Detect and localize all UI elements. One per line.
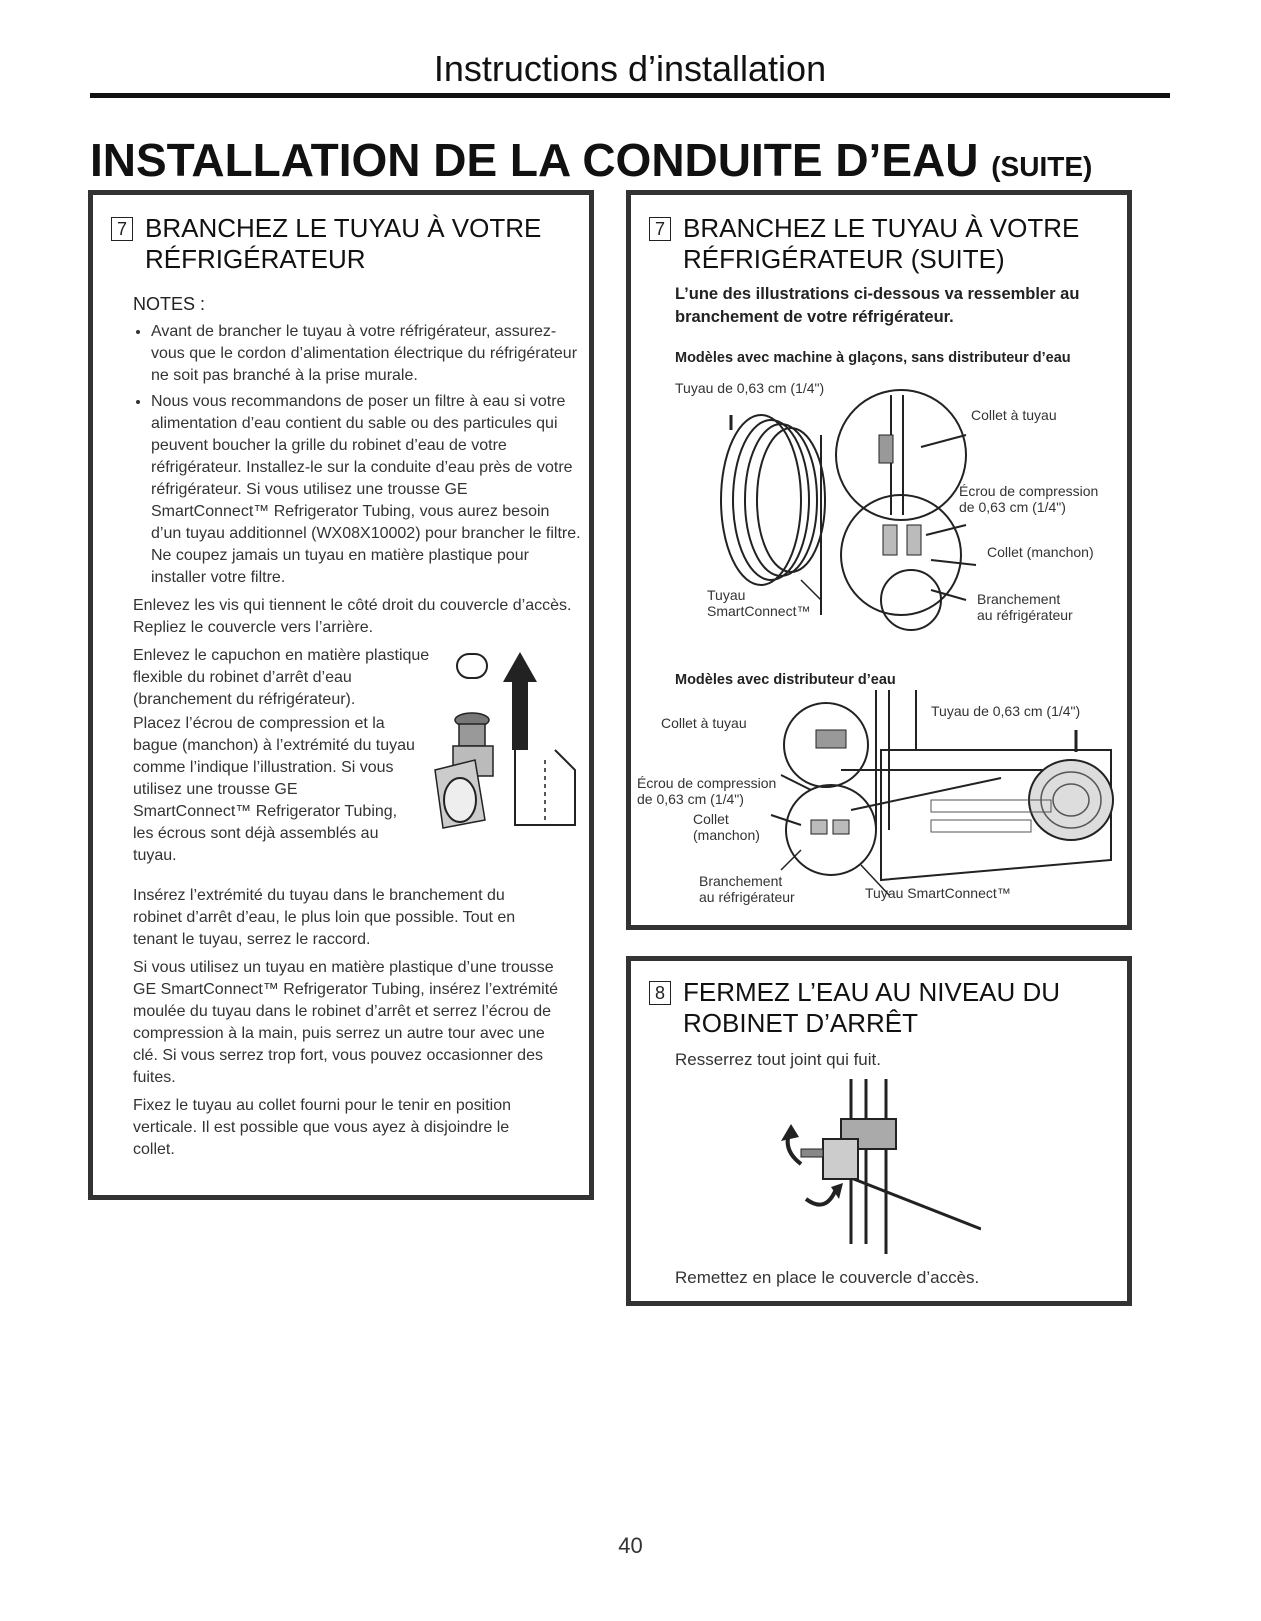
fig1-label-conn-line2: au réfrigérateur	[977, 607, 1073, 623]
section-title	[90, 133, 1092, 187]
fig1-label-conn-line1: Branchement	[977, 591, 1061, 607]
shutoff-valve-tighten-illustration	[781, 1079, 981, 1259]
fig2-label-nut-line1: Écrou de compression	[637, 775, 777, 791]
figure-heading: Modèles avec machine à glaçons, sans distributeur d’eau	[675, 350, 1071, 366]
instruction-paragraph: Enlevez les vis qui tiennent le côté droit du couvercle d’accès. Repliez le couvercle vers l’arrière.	[133, 597, 572, 636]
step-number-badge: 7	[111, 217, 133, 241]
fig2-label-sleeve-line2: (manchon)	[693, 827, 760, 843]
figure-heading: Modèles avec distributeur d’eau	[675, 672, 896, 688]
shutoff-valve-illustration	[425, 650, 585, 850]
page-header: Instructions d’installation	[433, 48, 827, 89]
fig2-label-smart: Tuyau SmartConnect™	[865, 885, 1011, 901]
right-step-header	[649, 213, 1079, 275]
fig1-label-smart-line2: SmartConnect™	[707, 603, 811, 619]
step-title-line1: FERMEZ L’EAU AU NIVEAU DU	[683, 977, 1061, 1007]
header-rule	[90, 93, 1170, 98]
left-paragraph-5: Si vous utilisez un tuyau en matière plastique d’une trousse GE SmartConnect™ Refrigerator Tubing, insérez l’extrémité moulée du tuyau dans le robinet d’arrêt et serrez l’écrou de compression à la main, puis serrez un autre tour avec une clé. Si vous serrez trop fort, vous pouvez occasionner des fuites.	[133, 959, 559, 1086]
fig1-label-smart-line1: Tuyau	[707, 587, 746, 603]
step-title-line1: BRANCHEZ LE TUYAU À VOTRE	[145, 213, 542, 243]
note-item: • Nous vous recommandons de poser un filtre à eau si votre alimentation d’eau contient du sable ou des particules qui peuvent boucher la grille du robinet d’eau de votre réfrigérateur. Installez-le sur la conduite d’eau près de votre réfrigérateur. Si vous utilisez une trousse GE SmartConnect™ Refrigerator Tubing, vous aurez besoin d’un tuyau additionnel (WX08X10002) pour brancher le filtre. Ne coupez jamais un tuyau en matière plastique pour installer votre filtre.	[151, 391, 583, 589]
intro-note: L’une des illustrations ci-dessous va ressembler au branchement de votre réfrigérateur.	[675, 285, 1080, 326]
fig1-label-nut-line1: Écrou de compression	[959, 483, 1099, 499]
fig2-label-conn-line2: au réfrigérateur	[699, 889, 795, 905]
step-title-line2: RÉFRIGÉRATEUR (SUITE)	[683, 244, 1005, 274]
right-step-box	[626, 190, 1132, 930]
replace-cover-text: Remettez en place le couvercle d’accès.	[675, 1268, 980, 1287]
left-paragraph-6: Fixez le tuyau au collet fourni pour le tenir en position verticale. Il est possible que vous ayez à disjoindre le collet.	[133, 1097, 511, 1158]
fig1-label-clamp: Collet à tuyau	[971, 407, 1057, 423]
left-paragraph-3: Placez l’écrou de compression et la bague (manchon) à l’extrémité du tuyau comme l’indique l’illustration. Si vous utilisez une trousse GE SmartConnect™ Refrigerator Tubing, les écrous sont déjà assemblés au tuyau.	[133, 715, 415, 864]
fig1-label-nut-line2: de 0,63 cm (1/4")	[959, 499, 1066, 515]
shutoff-step-header	[649, 977, 1060, 1039]
left-paragraph-4: Insérez l’extrémité du tuyau dans le branchement du robinet d’arrêt d’eau, le plus loin que possible. Tout en tenant le tuyau, serrez le raccord.	[133, 887, 516, 948]
step-number-badge: 8	[649, 981, 671, 1005]
fig2-label-sleeve-line1: Collet	[693, 811, 729, 827]
fig1-label-tube: Tuyau de 0,63 cm (1/4")	[675, 380, 825, 396]
step-title-line2: ROBINET D’ARRÊT	[683, 1008, 918, 1038]
left-step-header	[111, 213, 541, 275]
left-step-box	[88, 190, 594, 1200]
step-title	[145, 213, 541, 275]
section-title-suffix: (SUITE)	[991, 151, 1093, 182]
fig2-label-nut-line2: de 0,63 cm (1/4")	[637, 791, 744, 807]
shutoff-step-box	[626, 956, 1132, 1306]
notes-list	[133, 321, 583, 589]
fig1-label-sleeve: Collet (manchon)	[987, 544, 1094, 560]
step-title	[683, 213, 1079, 275]
step-title	[683, 977, 1060, 1039]
fig2-label-conn-line1: Branchement	[699, 873, 783, 889]
tighten-text: Resserrez tout joint qui fuit.	[675, 1050, 881, 1069]
fig2-label-tube: Tuyau de 0,63 cm (1/4")	[931, 703, 1081, 719]
page-number: 40	[618, 1533, 643, 1558]
section-title-text: INSTALLATION DE LA CONDUITE D’EAU	[90, 134, 979, 186]
note-item: • Avant de brancher le tuyau à votre réfrigérateur, assurez-vous que le cordon d’alimentation électrique du réfrigérateur ne soit pas branché à la prise murale.	[151, 321, 583, 387]
left-paragraph-2: Enlevez le capuchon en matière plastique flexible du robinet d’arrêt d’eau (branchement du réfrigérateur).	[133, 647, 430, 708]
notes-label: NOTES :	[133, 294, 206, 314]
step-title-line1: BRANCHEZ LE TUYAU À VOTRE	[683, 213, 1080, 243]
step-title-line2: RÉFRIGÉRATEUR	[145, 244, 366, 274]
fig2-label-clamp: Collet à tuyau	[661, 715, 747, 731]
left-notes	[133, 293, 583, 645]
step-number-badge: 7	[649, 217, 671, 241]
